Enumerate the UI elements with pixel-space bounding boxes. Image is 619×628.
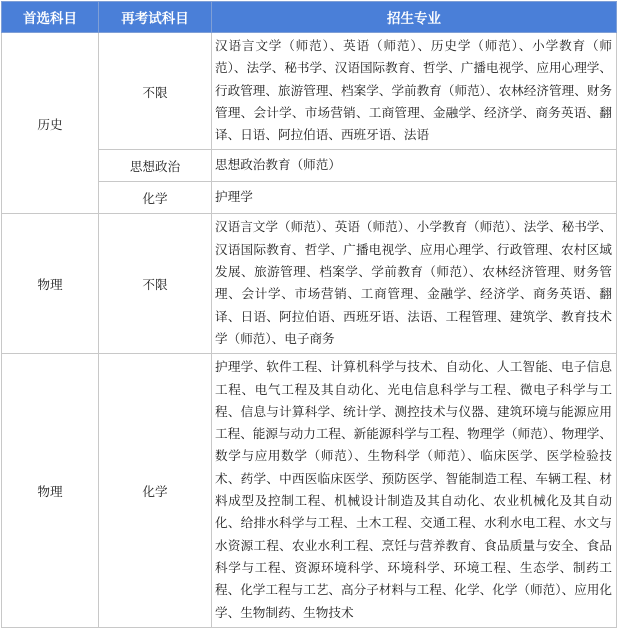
second-subject-cell: 化学	[99, 182, 212, 214]
second-subject-cell: 思想政治	[99, 150, 212, 182]
header-row	[2, 2, 617, 33]
second-subject-cell: 不限	[99, 214, 212, 354]
header-majors: 招生专业	[212, 2, 617, 33]
first-subject-cell: 物理	[2, 214, 99, 354]
table-row	[2, 33, 617, 150]
first-subject-cell: 物理	[2, 354, 99, 628]
table-row	[2, 354, 617, 628]
second-subject-cell: 不限	[99, 33, 212, 150]
table-row	[2, 214, 617, 354]
header-first-subject: 首选科目	[2, 2, 99, 33]
majors-cell: 护理学、软件工程、计算机科学与技术、自动化、人工智能、电子信息工程、电气工程及其自动化、光电信息科学与工程、微电子科学与工程、信息与计算科学、统计学、测控技术与仪器、建筑环境与能源应用工程、能源与动力工程、新能源科学与工程、物理学（师范）、物理学、数学与应用数学（师范）、生物科学（师范）、临床医学、医学检验技术、药学、中西医临床医学、预防医学、智能制造工程、车辆工程、材料成型及控制工程、机械设计制造及其自动化、农业机械化及其自动化、给排水科学与工程、土木工程、交通工程、水利水电工程、水文与水资源工程、农业水利工程、烹饪与营养教育、食品质量与安全、食品科学与工程、资源环境科学、环境科学、环境工程、生态学、制药工程、化学工程与工艺、高分子材料与工程、化学、化学（师范）、应用化学、生物制药、生物技术	[212, 354, 617, 628]
first-subject-cell: 历史	[2, 33, 99, 214]
header-second-subject: 再考试科目	[99, 2, 212, 33]
majors-cell: 汉语言文学（师范）、英语（师范）、小学教育（师范）、法学、秘书学、汉语国际教育、哲学、广播电视学、应用心理学、行政管理、农村区域发展、旅游管理、档案学、学前教育（师范）、农林经济管理、财务管理、会计学、市场营销、工商管理、金融学、经济学、商务英语、翻译、日语、阿拉伯语、西班牙语、法语、工程管理、建筑学、教育技术学（师范）、电子商务	[212, 214, 617, 354]
majors-cell: 护理学	[212, 182, 617, 214]
admission-table	[1, 1, 617, 628]
second-subject-cell: 化学	[99, 354, 212, 628]
majors-cell: 汉语言文学（师范）、英语（师范）、历史学（师范）、小学教育（师范）、法学、秘书学、汉语国际教育、哲学、广播电视学、应用心理学、行政管理、旅游管理、档案学、学前教育（师范）、农林经济管理、财务管理、会计学、市场营销、工商管理、金融学、经济学、商务英语、翻译、日语、阿拉伯语、西班牙语、法语	[212, 33, 617, 150]
majors-cell: 思想政治教育（师范）	[212, 150, 617, 182]
